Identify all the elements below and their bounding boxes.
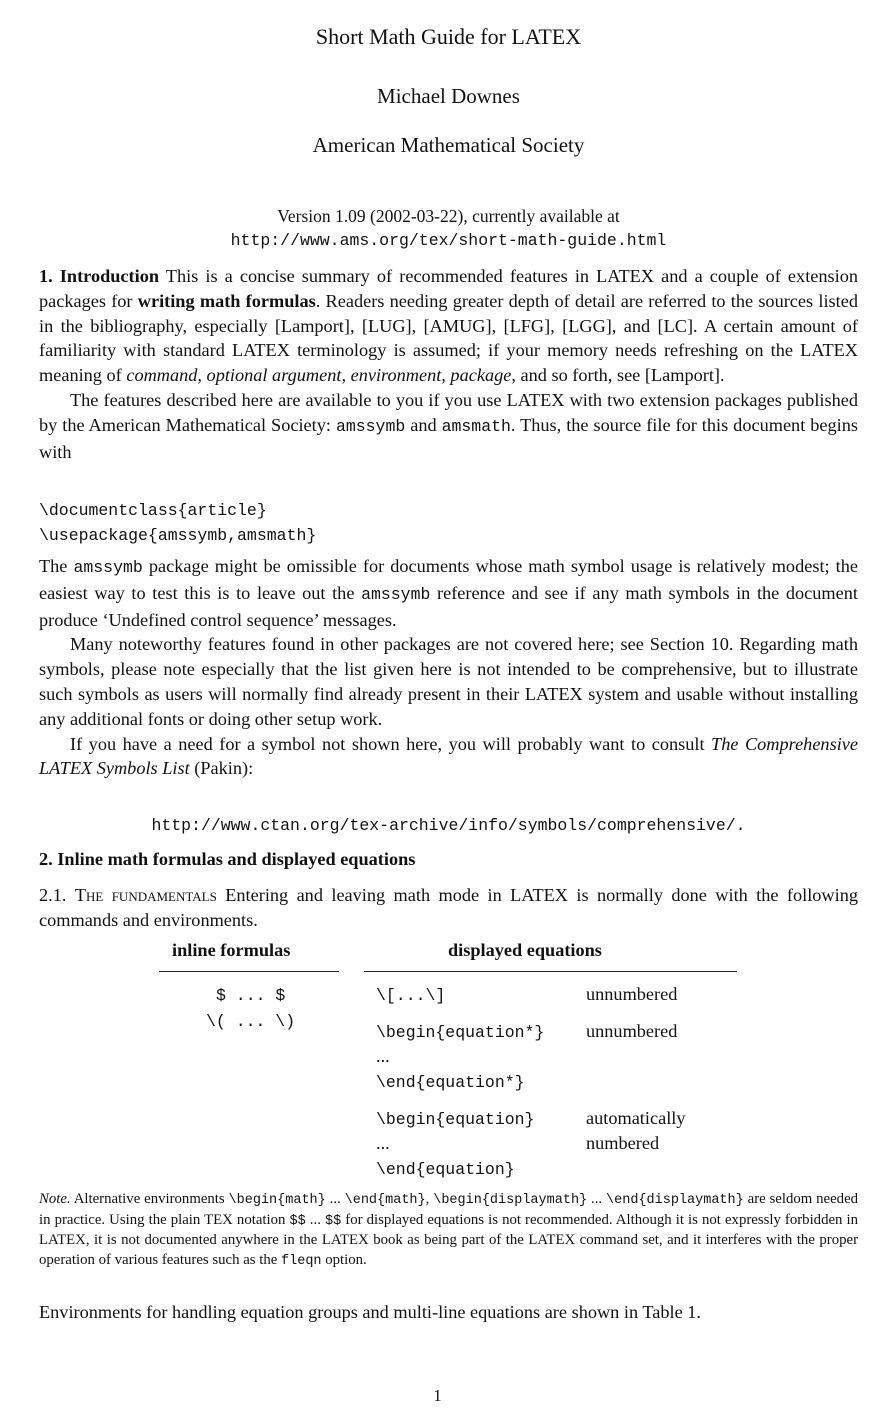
intro-italic-text: command, optional argument, environment, package	[126, 365, 512, 386]
table-cell-dots: ...	[376, 1046, 390, 1066]
note-text: for displayed equations is not recommended. Although it is not expressly forbidden in LATEX, it is not documented anywhere in the LATEX book as being part of the LATEX command set, and it interferes with the proper operation of various features such as the	[39, 1211, 859, 1269]
intro-bold-text: writing math formulas	[137, 290, 316, 311]
table-cell-command: \[...\]	[376, 986, 446, 1005]
intro-text: . Readers needing greater depth of detail are referred to the sources listed in the bibliography, especially [Lamport], [LUG], [AMUG], [LFG], [LGG], and [LC]. A certain amount of familiarity with standard LATEX terminology is assumed; if your memory needs refreshing on the LATEX meaning of	[39, 290, 858, 386]
intro-paragraph-3	[39, 554, 858, 632]
intro-text: If you have a need for a symbol not shown here, you will probably want to consult	[70, 733, 705, 754]
subsection-title: The fundamentals	[74, 885, 217, 905]
table-cell-command: \begin{equation}	[376, 1110, 535, 1129]
package-name: amssymb	[361, 584, 431, 604]
package-name: amsmath	[441, 416, 511, 436]
subsection-text: Entering and leaving math mode in LATEX is normally done with the following commands and environments.	[39, 885, 858, 930]
note-code: \begin{displaymath}	[433, 1193, 588, 1208]
table-cell-inline: \( ... \)	[206, 1012, 296, 1031]
table-cell-description: unnumbered	[586, 984, 678, 1004]
intro-text: package might be omissible for documents whose math symbol usage is relatively modest; the easiest way to test this is to leave out the	[39, 556, 858, 603]
table-header-inline: inline formulas	[172, 940, 291, 960]
intro-text: , and so forth, see [Lamport].	[511, 365, 725, 386]
code-line: \documentclass{article}	[39, 501, 267, 520]
intro-text: This is a concise summary of recommended features in LATEX and a couple of extension packages for	[39, 266, 858, 311]
intro-text: and	[410, 414, 437, 435]
table-cell-description: unnumbered	[586, 1021, 678, 1041]
section-introduction-cont	[39, 554, 858, 781]
intro-paragraph-4: Many noteworthy features found in other packages are not covered here; see Section 10. Regarding math symbols, please note especially that the list given here is not intended to be comprehensive, but to illustrate such symbols as users will normally find already present in their LATEX system and usable without installing any additional fonts or doing other setup work.	[39, 634, 858, 729]
note-code: $$	[289, 1213, 306, 1229]
table-rule-displayed	[364, 971, 737, 972]
table-cell-command: \begin{equation*}	[376, 1023, 545, 1042]
intro-text: . Thus, the source file for this document begins with	[39, 414, 858, 462]
version-block	[39, 204, 858, 253]
version-line: Version 1.09 (2002-03-22), currently available at	[277, 206, 620, 226]
note-paragraph	[39, 1190, 858, 1272]
note-label: Note.	[39, 1191, 71, 1207]
note-code: fleqn	[281, 1254, 322, 1270]
intro-italic-text: The Comprehensive LATEX Symbols List	[39, 733, 858, 779]
section-2-heading: 2. Inline math formulas and displayed equations	[39, 849, 416, 869]
document-institution: American Mathematical Society	[312, 133, 585, 157]
code-line: \usepackage{amssymb,amsmath}	[39, 526, 317, 545]
note-text: ,	[425, 1191, 430, 1207]
intro-text: (Pakin):	[194, 758, 254, 779]
table-cell-command: \end{equation*}	[376, 1073, 525, 1092]
note-code: \end{displaymath}	[606, 1193, 744, 1208]
note-text: option.	[325, 1252, 367, 1269]
note-code: \end{math}	[344, 1193, 426, 1208]
section-introduction	[39, 264, 858, 464]
table-header-displayed: displayed equations	[448, 940, 602, 960]
table-rule-inline	[159, 971, 339, 972]
package-name: amssymb	[335, 416, 406, 436]
section-1-heading: 1. Introduction	[39, 266, 160, 286]
note-text: ...	[309, 1211, 321, 1228]
subsection-fundamentals	[39, 883, 858, 933]
note-text: ...	[591, 1191, 603, 1207]
document-title: Short Math Guide for LATEX	[315, 24, 582, 49]
note-text: ...	[329, 1191, 341, 1207]
note-code: $$	[324, 1213, 342, 1229]
note-code: \begin{math}	[228, 1193, 326, 1208]
package-name: amssymb	[73, 558, 143, 577]
intro-paragraph-1	[39, 264, 858, 388]
table-cell-inline: $ ... $	[216, 986, 286, 1005]
guide-url: http://www.ams.org/tex/short-math-guide.html	[230, 230, 667, 250]
intro-paragraph-2	[39, 388, 858, 464]
page-number: 1	[433, 1386, 442, 1405]
intro-text: reference and see if any math symbols in the document produce ‘Undefined control sequence’ messages.	[39, 582, 858, 630]
intro-text: The	[39, 556, 68, 576]
table-cell-description: numbered	[586, 1133, 660, 1153]
note-text: Alternative environments	[73, 1191, 225, 1207]
table-cell-dots: ...	[376, 1133, 390, 1153]
intro-text: The features described here are available to you if you use LATEX with two extension packages published by the American Mathematical Society:	[39, 389, 858, 435]
note-text: are seldom needed in practice. Using the plain TEX notation	[39, 1191, 859, 1228]
closing-paragraph: Environments for handling equation groups and multi-line equations are shown in Table 1.	[39, 1302, 701, 1322]
symbols-list-url: http://www.ctan.org/tex-archive/info/symbols/comprehensive/.	[151, 816, 746, 835]
table-cell-command: \end{equation}	[376, 1160, 515, 1179]
code-block	[39, 498, 316, 548]
table-cell-description: automatically	[586, 1108, 686, 1128]
intro-paragraph-5	[39, 732, 858, 782]
document-author: Michael Downes	[377, 84, 520, 108]
subsection-number: 2.1.	[39, 885, 67, 905]
